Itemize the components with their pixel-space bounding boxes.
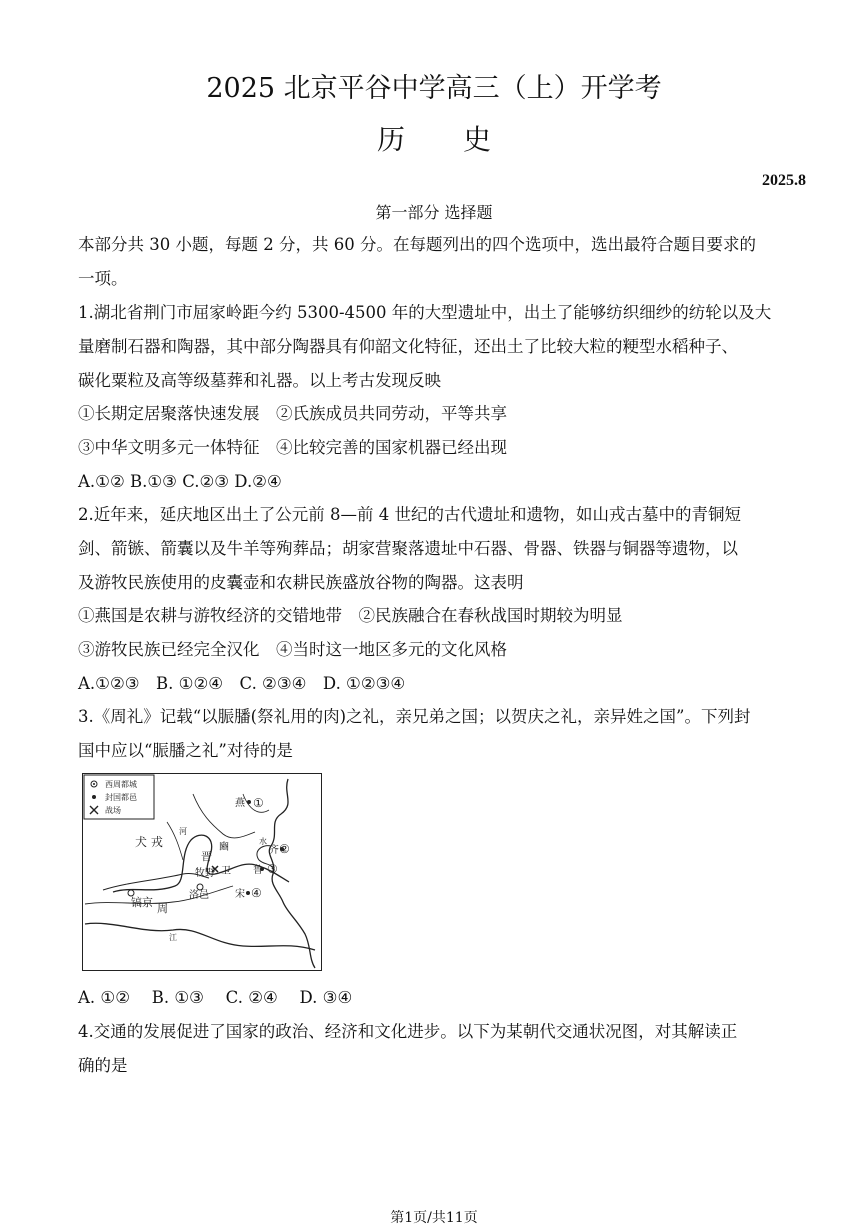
subject-title: 历史	[376, 123, 549, 156]
label-num-1: ①	[253, 796, 264, 810]
label-num-2: ②	[279, 842, 290, 856]
yangtze-river	[85, 923, 315, 950]
fief-dot	[247, 800, 251, 804]
map-drawing	[83, 774, 320, 969]
label-luoyi: 洛邑	[189, 890, 209, 901]
label-jin: 晋	[201, 850, 212, 863]
q1-stem-line: 量磨制石器和陶器，其中部分陶器具有仰韶文化特征，还出土了比较大粒的粳型水稻种子、	[78, 337, 738, 356]
legend-battle: 战场	[105, 806, 121, 815]
label-wei: 卫	[221, 866, 231, 877]
q2-stem-line: 及游牧民族使用的皮囊壶和农耕民族盛放谷物的陶器。这表明	[78, 573, 524, 592]
label-jiang: 江	[169, 933, 177, 942]
q2-statement: ①燕国是农耕与游牧经济的交错地带 ②民族融合在春秋战国时期较为明显	[78, 606, 623, 625]
q2-stem-line: 剑、箭镞、箭囊以及牛羊等殉葬品；胡家营聚落遗址中石器、骨器、铁器与铜器等遗物，以	[78, 539, 738, 558]
page-title: 2025 北京平谷中学高三（上）开学考	[206, 73, 662, 104]
q3-stem-line: 3.《周礼》记载“以脤膰(祭礼用的肉)之礼，亲兄弟之国；以贺庆之礼，亲异姓之国”。下列封	[78, 707, 751, 726]
q3-options: A. ①② B. ①③ C. ②④ D. ③④	[78, 988, 353, 1007]
label-bin: 豳	[219, 842, 229, 853]
western-zhou-map	[82, 773, 322, 971]
q1-statement: ①长期定居聚落快速发展 ②氏族成员共同劳动，平等共享	[78, 404, 507, 423]
section-heading: 第一部分 选择题	[375, 203, 493, 222]
q2-stem-line: 2.近年来，延庆地区出土了公元前 8—前 4 世纪的古代遗址和遗物，如山戎古墓中的青铜短	[78, 505, 741, 524]
label-num-3: ③	[267, 862, 278, 876]
wei-river	[103, 873, 209, 890]
label-lu: 鲁	[253, 865, 263, 876]
exam-date: 2025.8	[762, 172, 806, 189]
q3-stem-line: 国中应以“脤膰之礼”对待的是	[78, 741, 293, 760]
page-footer: 第1页/共11页	[390, 1210, 478, 1226]
label-song: 宋	[235, 889, 245, 900]
q4-stem-line: 4.交通的发展促进了国家的政治、经济和文化进步。以下为某朝代交通状况图，对其解读正	[78, 1022, 738, 1041]
label-muye: 牧野	[195, 868, 215, 879]
q1-stem-line: 1.湖北省荆门市屈家岭距今约 5300-4500 年的大型遗址中，出土了能够纺织细纱的纺轮以及大	[78, 303, 772, 322]
label-zhou: 周	[157, 902, 168, 915]
q1-options: A.①② B.①③ C.②③ D.②④	[78, 472, 282, 491]
instruction-line: 一项。	[78, 269, 128, 288]
q1-statement: ③中华文明多元一体特征 ④比较完善的国家机器已经出现	[78, 438, 507, 457]
label-yan: 燕	[235, 798, 245, 809]
q2-statement: ③游牧民族已经完全汉化 ④当时这一地区多元的文化风格	[78, 640, 507, 659]
q2-options: A.①②③ B. ①②④ C. ②③④ D. ①②③④	[78, 674, 406, 693]
label-rong: 犬 戎	[135, 835, 163, 849]
instruction-line: 本部分共 30 小题，每题 2 分，共 60 分。在每题列出的四个选项中，选出最符合题目要求的	[78, 235, 756, 254]
q1-stem-line: 碳化粟粒及高等级墓葬和礼器。以上考古发现反映	[78, 371, 441, 390]
label-num-4: ④	[251, 886, 262, 900]
fief-dot	[246, 891, 250, 895]
label-shui: 水	[259, 837, 267, 846]
fief-symbol-icon	[92, 795, 96, 799]
label-qi: 齐	[269, 845, 279, 856]
label-he: 河	[179, 827, 187, 836]
q4-stem-line: 确的是	[78, 1056, 128, 1075]
legend-capital: 西周都城	[105, 780, 137, 789]
label-haojing: 镐京	[131, 896, 153, 909]
legend-fief: 封国都邑	[105, 793, 137, 802]
